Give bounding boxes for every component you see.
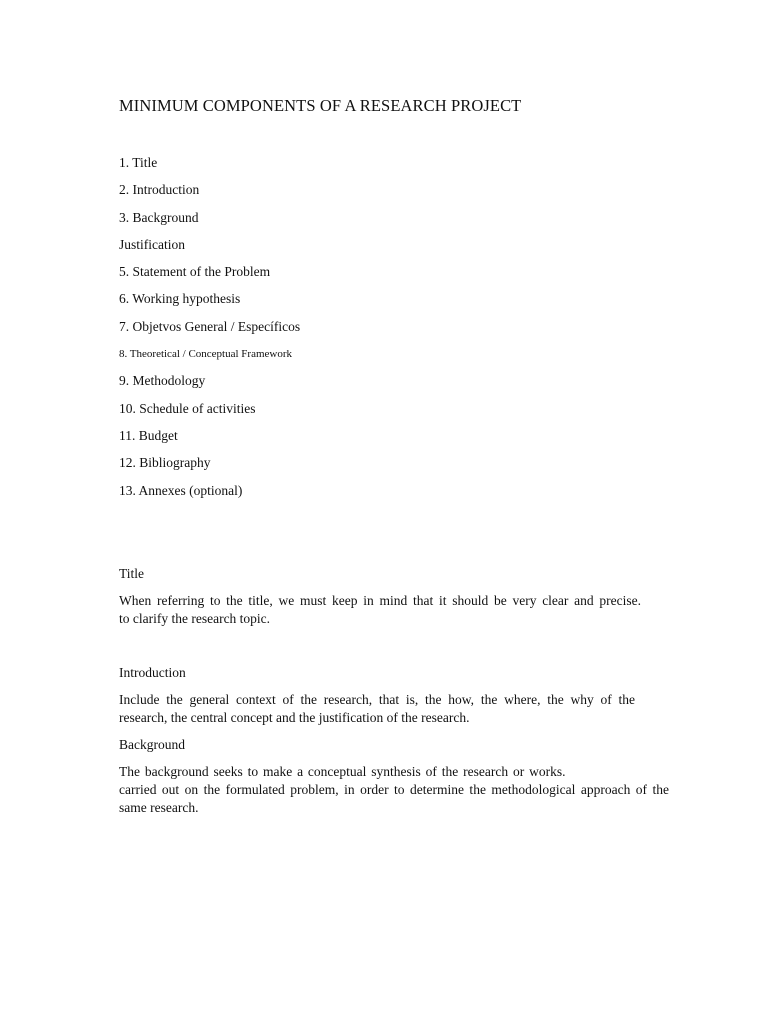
section-heading: Introduction — [119, 665, 186, 680]
section-heading: Background — [119, 737, 185, 752]
body-line: Include the general context of the research, that is, the how, the where, the why of the — [119, 692, 635, 707]
body-line: The background seeks to make a conceptual synthesis of the research or works. — [119, 764, 566, 779]
components-list — [119, 155, 300, 510]
list-item: 6. Working hypothesis — [119, 291, 241, 307]
list-item: 13. Annexes (optional) — [119, 482, 243, 498]
list-item: 5. Statement of the Problem — [119, 264, 271, 280]
section-body — [119, 691, 635, 727]
document-title: MINIMUM COMPONENTS OF A RESEARCH PROJECT — [119, 96, 522, 115]
list-item: 1. Title — [119, 155, 158, 170]
list-item: 12. Bibliography — [119, 455, 211, 471]
body-line: same research. — [119, 800, 199, 815]
list-item: 3. Background — [119, 209, 199, 225]
body-line: research, the central concept and the justification of the research. — [119, 710, 470, 725]
section-title — [119, 566, 669, 628]
list-item: 9. Methodology — [119, 373, 206, 389]
list-item: Justification — [119, 236, 185, 252]
body-line: to clarify the research topic. — [119, 611, 271, 626]
section-introduction — [119, 665, 669, 727]
section-body — [119, 592, 641, 628]
list-item: 11. Budget — [119, 427, 178, 443]
list-item: 2. Introduction — [119, 182, 200, 198]
list-item: 8. Theoretical / Conceptual Framework — [119, 348, 292, 361]
section-body — [119, 763, 669, 817]
list-item: 10. Schedule of activities — [119, 400, 256, 416]
section-background — [119, 737, 669, 817]
body-line: carried out on the formulated problem, in order to determine the methodological approach of the — [119, 782, 669, 797]
section-heading: Title — [119, 566, 145, 581]
list-item: 7. Objetvos General / Específicos — [119, 318, 301, 334]
body-line: When referring to the title, we must keep in mind that it should be very clear and precise. — [119, 593, 641, 608]
